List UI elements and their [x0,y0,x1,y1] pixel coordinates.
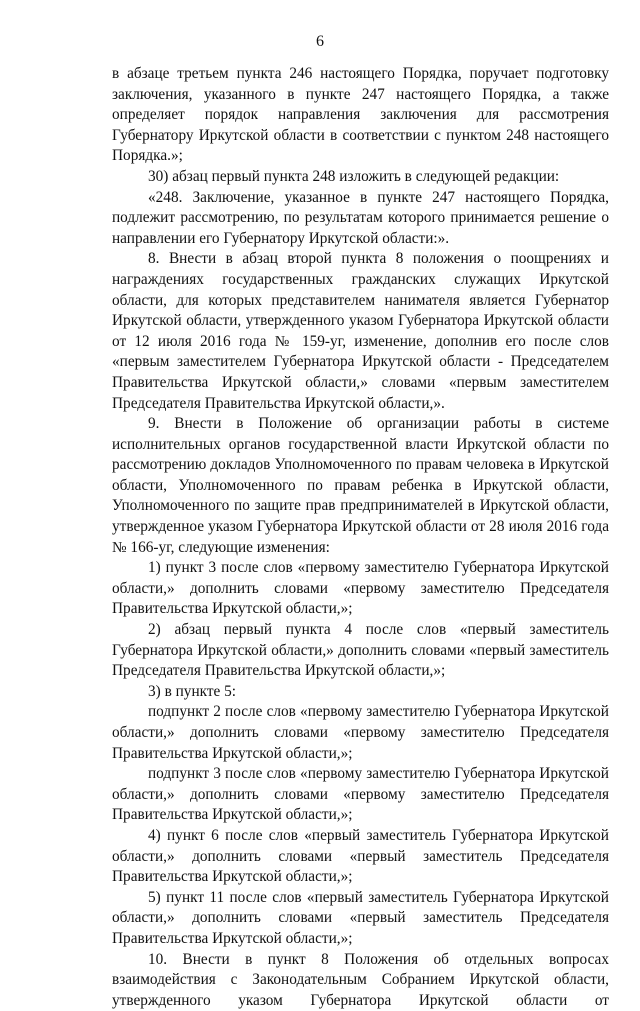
paragraph-section-8: 8. Внести в абзац второй пункта 8 положения о поощрениях и награждениях государственных гражданских служащих Иркутской области, для которых представителем нанимателя является Губернатор Иркутской области, утвержденного указом Губернатора Иркутской области от 12 июля 2016 года № 159-уг, изменение, дополнив его после слов «первым заместителем Губернатора Иркутской области - Председателем Правительства Иркутской области,» словами «первым заместителем Председателя Правительства Иркутской области,». [112,250,609,412]
paragraph-section-10: 10. Внести в пункт 8 Положения об отдельных вопросах взаимодействия с Законодательным Собранием Иркутской области, утвержденного указом Губернатора Иркутской области от [112,950,609,1009]
paragraph-quote-248: «248. Заключение, указанное в пункте 247 настоящего Порядка, подлежит рассмотрению, по результатам которого принимается решение о направлении его Губернатору Иркутской области:». [112,188,609,247]
document-body [112,64,609,1011]
paragraph-item-30: 30) абзац первый пункта 248 изложить в следующей редакции: [148,167,560,185]
paragraph-item-4: 4) пункт 6 после слов «первый заместитель Губернатора Иркутской области,» дополнить словами «первый заместитель Председателя Правительства Иркутской области,»; [112,826,609,886]
paragraph-subitem-3: подпункт 3 после слов «первому заместителю Губернатора Иркутской области,» дополнить словами «первому заместителю Председателя Правительства Иркутской области,»; [112,765,609,824]
paragraph-item-5: 5) пункт 11 после слов «первый заместитель Губернатора Иркутской области,» дополнить словами «первый заместитель Председателя Правительства Иркутской области,»; [112,888,609,947]
paragraph-item-2: 2) абзац первый пункта 4 после слов «первый заместитель Губернатора Иркутской области,» дополнить словами «первый заместитель Председателя Правительства Иркутской области,»; [112,621,609,680]
page-number: 6 [316,33,324,50]
paragraph-subitem-2: подпункт 2 после слов «первому заместителю Губернатора Иркутской области,» дополнить словами «первому заместителю Председателя Правительства Иркутской области,»; [112,703,609,762]
paragraph-item-1: 1) пункт 3 после слов «первому заместителю Губернатора Иркутской области,» дополнить словами «первому заместителю Председателя Правительства Иркутской области,»; [112,559,609,618]
paragraph-section-9: 9. Внести в Положение об организации работы в системе исполнительных органов государственной власти Иркутской области по рассмотрению докладов Уполномоченного по правам человека в Иркутской области, Уполномоченного по правам ребенка в Иркутской области, Уполномоченного по защите прав предпринимателей в Иркутской области, утвержденное указом Губернатора Иркутской области от 28 июля 2016 года № 166-уг, следующие изменения: [112,415,609,556]
paragraph-continuation: в абзаце третьем пункта 246 настоящего Порядка, поручает подготовку заключения, указанного в пункте 247 настоящего Порядка, а также определяет порядок направления заключения для рассмотрения Губернатору Иркутской области в соответствии с пунктом 248 настоящего Порядка.»; [112,65,609,165]
paragraph-item-3: 3) в пункте 5: [148,682,237,700]
